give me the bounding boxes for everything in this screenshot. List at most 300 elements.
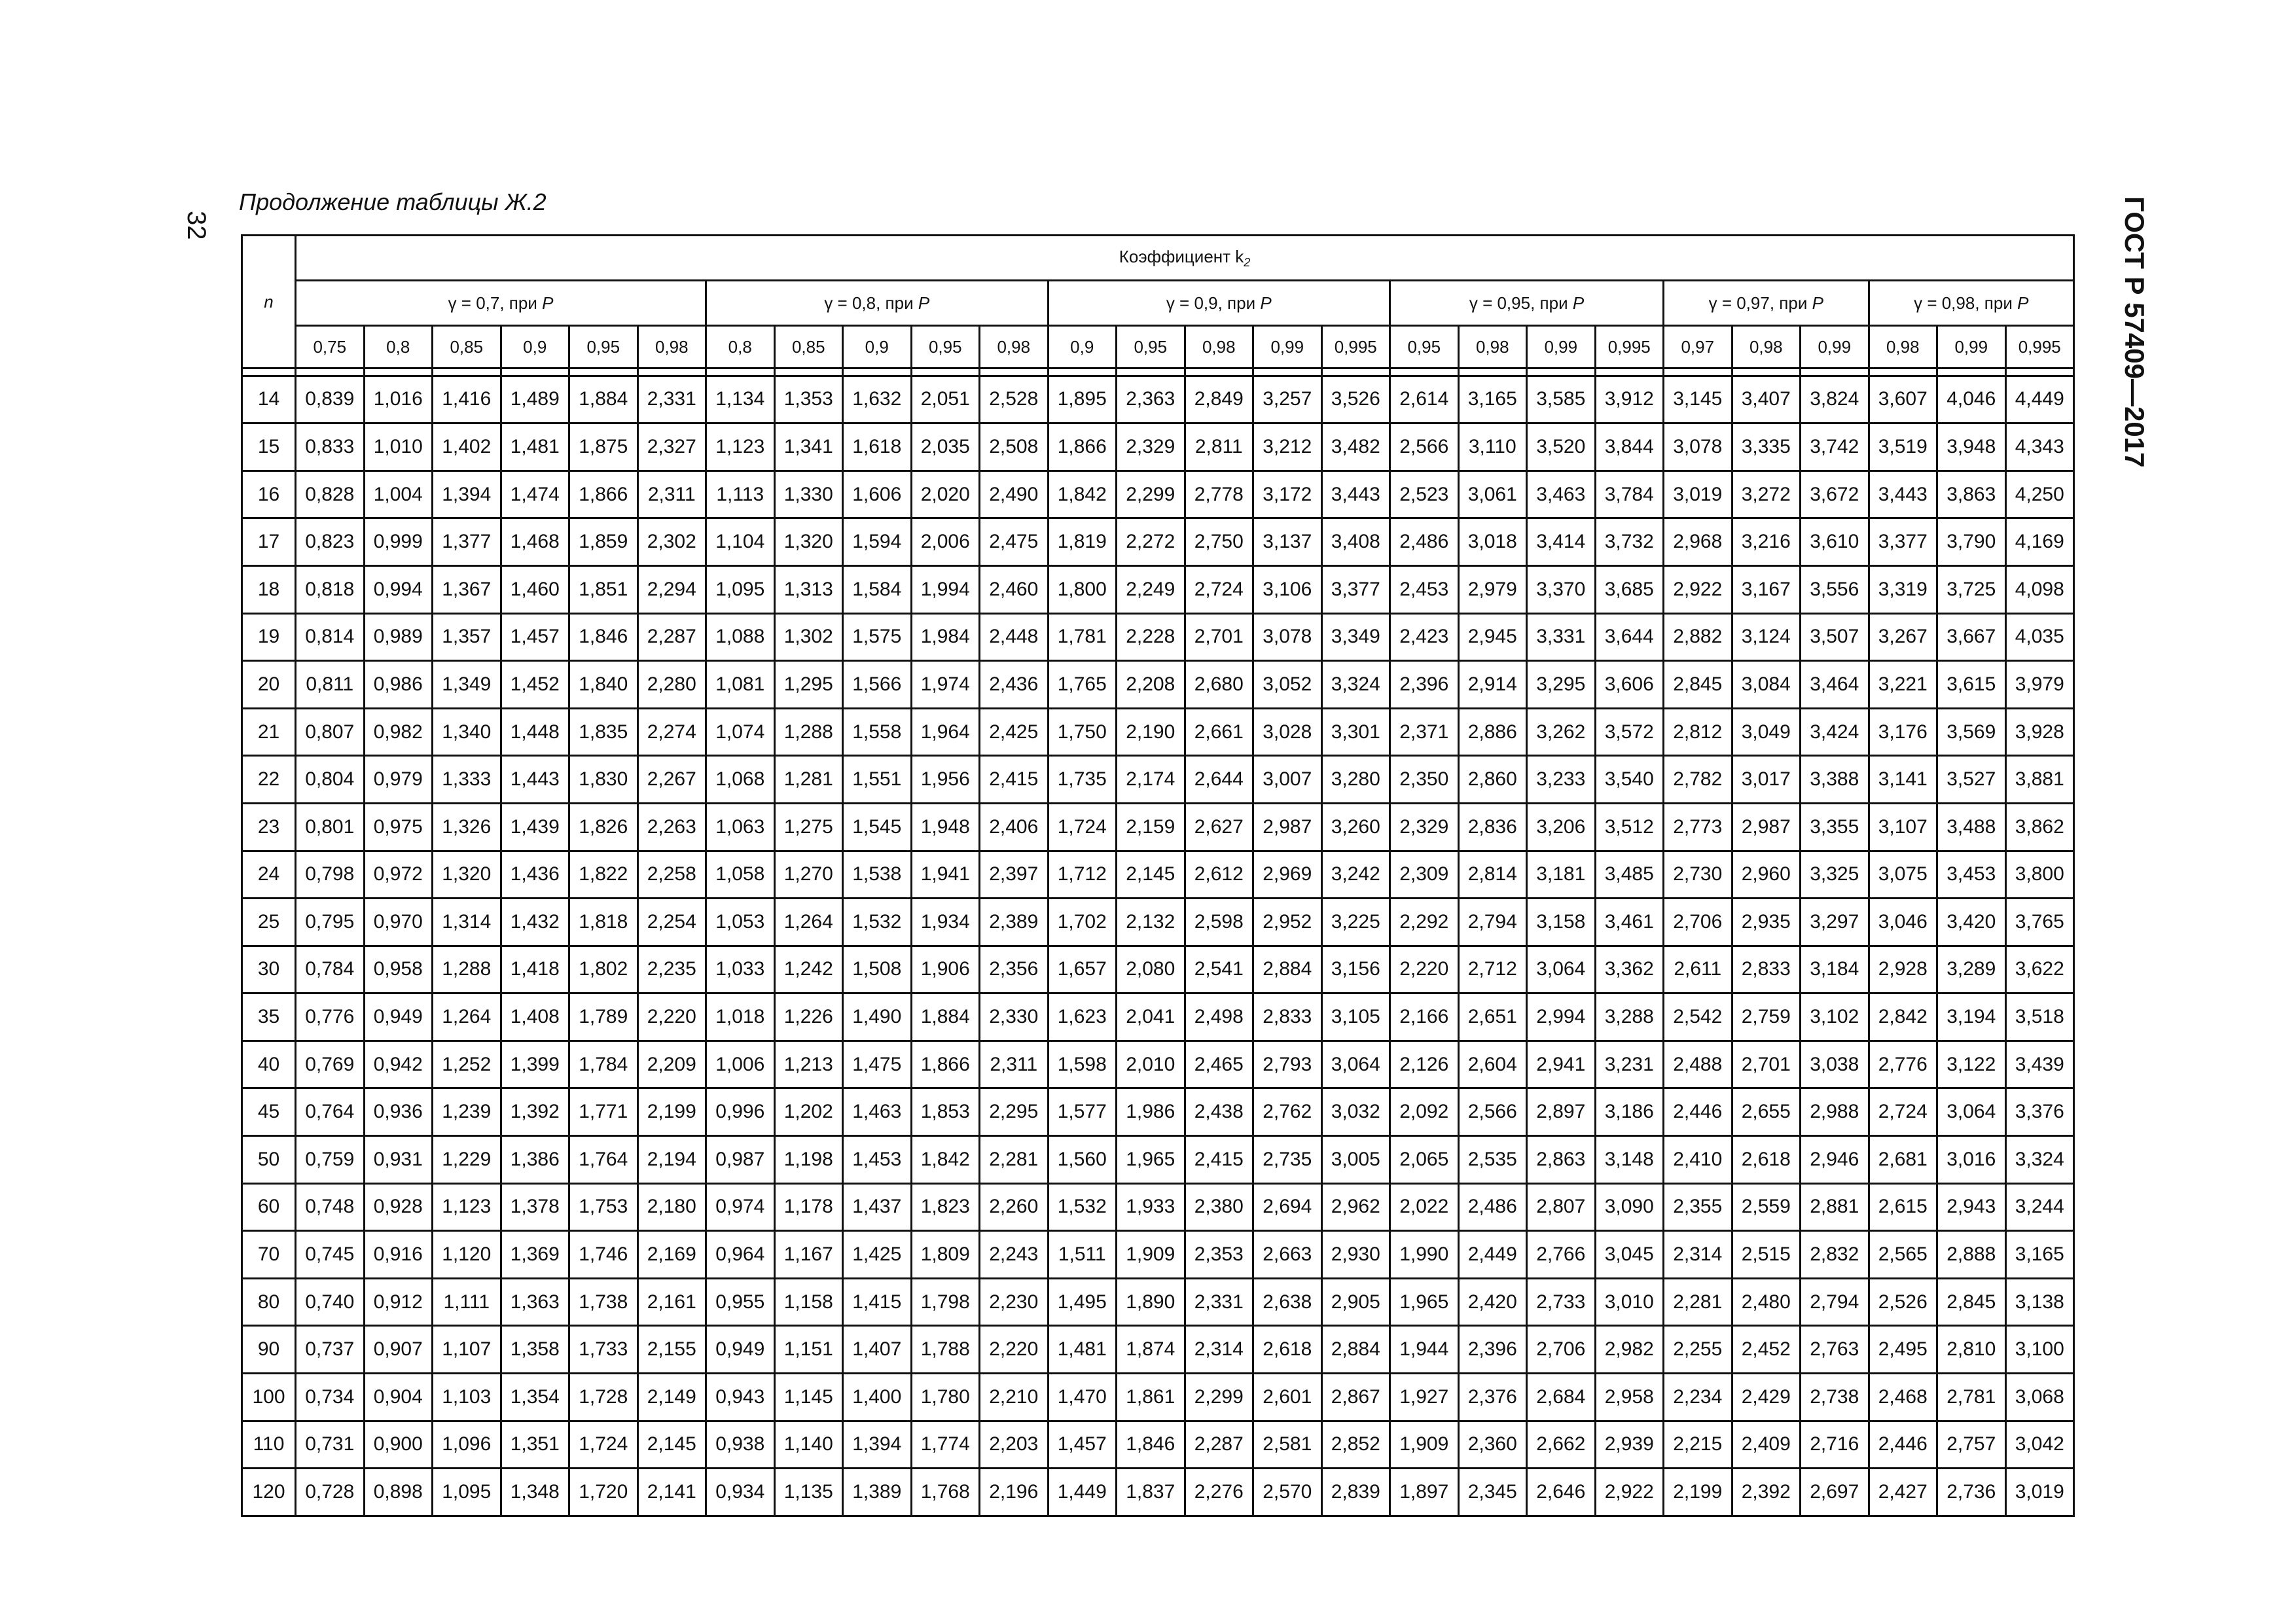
table-caption: Продолжение таблицы Ж.2 [239, 188, 547, 215]
coefficient-cell: 1,532 [843, 899, 912, 946]
coefficient-cell: 1,577 [1048, 1088, 1117, 1136]
coefficient-cell: 3,527 [1937, 756, 2006, 804]
coefficient-cell: 2,199 [637, 1088, 706, 1136]
coefficient-cell: 3,078 [1664, 423, 1732, 471]
coefficient-cell: 1,606 [843, 471, 912, 518]
coefficient-cell: 2,535 [1458, 1136, 1527, 1184]
coefficient-subscript: 2 [1244, 255, 1251, 269]
coefficient-cell: 3,231 [1595, 1041, 1664, 1088]
probability-symbol: P [542, 293, 554, 313]
probability-header: 0,99 [1527, 326, 1596, 368]
coefficient-cell: 1,320 [433, 851, 501, 899]
coefficient-cell: 3,064 [1937, 1088, 2006, 1136]
gamma-group-label: γ = 0,9, при [1166, 293, 1261, 313]
coefficient-cell: 3,512 [1595, 803, 1664, 851]
coefficient-cell: 2,272 [1117, 518, 1185, 566]
coefficient-cell: 1,842 [911, 1136, 980, 1184]
coefficient-cell: 1,407 [843, 1326, 912, 1374]
coefficient-cell: 2,314 [1185, 1326, 1253, 1374]
n-value-cell: 18 [242, 565, 296, 613]
coefficient-cell: 1,558 [843, 708, 912, 756]
coefficient-cell: 2,396 [1390, 661, 1459, 709]
coefficient-cell: 3,324 [2005, 1136, 2074, 1184]
gamma-group-header [1664, 281, 1869, 326]
coefficient-cell: 1,354 [501, 1374, 569, 1421]
coefficient-cell: 1,111 [433, 1278, 501, 1326]
coefficient-cell: 2,706 [1664, 899, 1732, 946]
coefficient-cell: 1,823 [911, 1183, 980, 1231]
coefficient-cell: 3,007 [1253, 756, 1322, 804]
coefficient-cell: 2,833 [1253, 993, 1322, 1041]
coefficient-cell: 1,859 [569, 518, 638, 566]
coefficient-cell: 1,314 [433, 899, 501, 946]
coefficient-cell: 0,776 [296, 993, 365, 1041]
coefficient-cell: 2,724 [1869, 1088, 1937, 1136]
coefficient-cell: 1,842 [1048, 471, 1117, 518]
coefficient-cell: 2,793 [1253, 1041, 1322, 1088]
coefficient-cell: 3,156 [1321, 946, 1390, 993]
coefficient-cell: 3,606 [1595, 661, 1664, 709]
coefficient-cell: 1,974 [911, 661, 980, 709]
probability-header: 0,98 [637, 326, 706, 368]
coefficient-cell: 3,107 [1869, 803, 1937, 851]
coefficient-cell: 3,349 [1321, 613, 1390, 661]
coefficient-cell: 3,090 [1595, 1183, 1664, 1231]
coefficient-cell: 3,075 [1869, 851, 1937, 899]
coefficient-cell: 2,299 [1185, 1374, 1253, 1421]
coefficient-cell: 2,566 [1390, 423, 1459, 471]
coefficient-cell: 2,490 [980, 471, 1049, 518]
coefficient-cell: 3,461 [1595, 899, 1664, 946]
gamma-group-header [296, 281, 706, 326]
coefficient-cell: 2,939 [1595, 1421, 1664, 1469]
coefficient-cell: 2,638 [1253, 1278, 1322, 1326]
coefficient-cell: 1,295 [774, 661, 843, 709]
n-value-cell: 20 [242, 661, 296, 709]
coefficient-cell: 0,996 [706, 1088, 775, 1136]
coefficient-cell: 3,288 [1595, 993, 1664, 1041]
coefficient-cell: 2,475 [980, 518, 1049, 566]
coefficient-cell: 2,132 [1117, 899, 1185, 946]
coefficient-cell: 1,351 [501, 1421, 569, 1469]
coefficient-cell: 1,598 [1048, 1041, 1117, 1088]
coefficient-cell: 0,804 [296, 756, 365, 804]
coefficient-cell: 1,861 [1117, 1374, 1185, 1421]
coefficient-cell: 2,958 [1595, 1374, 1664, 1421]
coefficient-cell: 0,987 [706, 1136, 775, 1184]
coefficient-cell: 3,122 [1937, 1041, 2006, 1088]
coefficient-cell: 2,427 [1869, 1469, 1937, 1516]
coefficient-cell: 1,281 [774, 756, 843, 804]
coefficient-cell: 2,258 [637, 851, 706, 899]
coefficient-cell: 1,764 [569, 1136, 638, 1184]
coefficient-cell: 0,982 [364, 708, 433, 756]
coefficient-cell: 4,046 [1937, 376, 2006, 423]
coefficient-cell: 4,098 [2005, 565, 2074, 613]
coefficient-cell: 1,386 [501, 1136, 569, 1184]
coefficient-cell: 1,657 [1048, 946, 1117, 993]
coefficient-cell: 0,912 [364, 1278, 433, 1326]
coefficient-cell: 2,274 [637, 708, 706, 756]
coefficient-cell: 2,776 [1869, 1041, 1937, 1088]
coefficient-cell: 3,102 [1801, 993, 1869, 1041]
coefficient-cell: 3,325 [1801, 851, 1869, 899]
coefficient-cell: 1,826 [569, 803, 638, 851]
coefficient-cell: 3,463 [1527, 471, 1596, 518]
coefficient-cell: 1,095 [433, 1469, 501, 1516]
table-row [242, 756, 2074, 804]
coefficient-cell: 1,202 [774, 1088, 843, 1136]
coefficient-cell: 0,839 [296, 376, 365, 423]
coefficient-cell: 3,280 [1321, 756, 1390, 804]
coefficient-cell: 2,663 [1253, 1231, 1322, 1279]
coefficient-cell: 2,263 [637, 803, 706, 851]
coefficient-cell: 2,541 [1185, 946, 1253, 993]
coefficient-cell: 2,766 [1527, 1231, 1596, 1279]
coefficient-cell: 3,540 [1595, 756, 1664, 804]
coefficient-cell: 2,515 [1732, 1231, 1801, 1279]
coefficient-cell: 3,742 [1801, 423, 1869, 471]
coefficient-cell: 1,333 [433, 756, 501, 804]
coefficient-cell: 2,886 [1458, 708, 1527, 756]
n-value-cell: 24 [242, 851, 296, 899]
coefficient-cell: 3,158 [1527, 899, 1596, 946]
coefficient-cell: 2,570 [1253, 1469, 1322, 1516]
coefficient-cell: 2,842 [1869, 993, 1937, 1041]
coefficient-cell: 2,781 [1937, 1374, 2006, 1421]
coefficient-cell: 2,763 [1801, 1326, 1869, 1374]
coefficient-cell: 1,474 [501, 471, 569, 518]
table-row [242, 803, 2074, 851]
coefficient-cell: 2,302 [637, 518, 706, 566]
probability-header: 0,8 [364, 326, 433, 368]
coefficient-cell: 2,882 [1664, 613, 1732, 661]
coefficient-cell: 3,569 [1937, 708, 2006, 756]
coefficient-cell: 2,208 [1117, 661, 1185, 709]
coefficient-cell: 3,084 [1732, 661, 1801, 709]
gap-cell [296, 368, 365, 376]
coefficient-cell: 1,302 [774, 613, 843, 661]
table-row [242, 1183, 2074, 1231]
coefficient-cell: 2,810 [1937, 1326, 2006, 1374]
coefficient-cell: 2,969 [1253, 851, 1322, 899]
coefficient-cell: 2,169 [637, 1231, 706, 1279]
coefficient-cell: 0,994 [364, 565, 433, 613]
coefficient-cell: 2,174 [1117, 756, 1185, 804]
coefficient-cell: 1,712 [1048, 851, 1117, 899]
gamma-group-header [1869, 281, 2074, 326]
coefficient-cell: 3,948 [1937, 423, 2006, 471]
gamma-group-label: γ = 0,8, при [824, 293, 918, 313]
coefficient-cell: 2,396 [1458, 1326, 1527, 1374]
n-value-cell: 80 [242, 1278, 296, 1326]
coefficient-cell: 1,123 [706, 423, 775, 471]
coefficient-cell: 2,350 [1390, 756, 1459, 804]
coefficient-table [241, 234, 2075, 1517]
table-row [242, 565, 2074, 613]
coefficient-cell: 2,145 [637, 1421, 706, 1469]
coefficient-cell: 1,460 [501, 565, 569, 613]
coefficient-cell: 2,750 [1185, 518, 1253, 566]
coefficient-cell: 3,038 [1801, 1041, 1869, 1088]
coefficient-cell: 1,735 [1048, 756, 1117, 804]
probability-symbol: P [918, 293, 930, 313]
coefficient-cell: 0,759 [296, 1136, 365, 1184]
coefficient-cell: 2,220 [637, 993, 706, 1041]
coefficient-cell: 2,943 [1937, 1183, 2006, 1231]
coefficient-cell: 3,260 [1321, 803, 1390, 851]
gap-cell [1732, 368, 1801, 376]
coefficient-cell: 2,867 [1321, 1374, 1390, 1421]
coefficient-cell: 1,738 [569, 1278, 638, 1326]
coefficient-cell: 0,928 [364, 1183, 433, 1231]
coefficient-cell: 1,545 [843, 803, 912, 851]
coefficient-cell: 2,922 [1664, 565, 1732, 613]
coefficient-cell: 2,329 [1390, 803, 1459, 851]
probability-header: 0,85 [433, 326, 501, 368]
coefficient-cell: 2,190 [1117, 708, 1185, 756]
coefficient-cell: 2,960 [1732, 851, 1801, 899]
coefficient-cell: 0,936 [364, 1088, 433, 1136]
coefficient-cell: 2,035 [911, 423, 980, 471]
gamma-group-label: γ = 0,7, при [448, 293, 543, 313]
n-value-cell: 50 [242, 1136, 296, 1184]
coefficient-cell: 3,045 [1595, 1231, 1664, 1279]
coefficient-cell: 3,464 [1801, 661, 1869, 709]
coefficient-cell: 1,728 [569, 1374, 638, 1421]
coefficient-cell: 1,798 [911, 1278, 980, 1326]
gap-cell [1595, 368, 1664, 376]
table-row [242, 1088, 2074, 1136]
probability-header: 0,995 [1321, 326, 1390, 368]
coefficient-cell: 2,438 [1185, 1088, 1253, 1136]
coefficient-cell: 2,065 [1390, 1136, 1459, 1184]
coefficient-cell: 2,194 [637, 1136, 706, 1184]
table-row [242, 518, 2074, 566]
coefficient-cell: 0,814 [296, 613, 365, 661]
coefficient-cell: 2,884 [1321, 1326, 1390, 1374]
coefficient-cell: 2,287 [637, 613, 706, 661]
coefficient-cell: 1,733 [569, 1326, 638, 1374]
coefficient-cell: 2,565 [1869, 1231, 1937, 1279]
coefficient-cell: 3,862 [2005, 803, 2074, 851]
coefficient-cell: 0,734 [296, 1374, 365, 1421]
table-body [242, 368, 2074, 1516]
coefficient-cell: 3,272 [1732, 471, 1801, 518]
coefficient-cell: 1,575 [843, 613, 912, 661]
coefficient-cell: 3,061 [1458, 471, 1527, 518]
coefficient-cell: 3,388 [1801, 756, 1869, 804]
coefficient-cell: 2,863 [1527, 1136, 1596, 1184]
coefficient-cell: 1,107 [433, 1326, 501, 1374]
coefficient-cell: 1,618 [843, 423, 912, 471]
coefficient-cell: 2,203 [980, 1421, 1049, 1469]
coefficient-cell: 3,355 [1801, 803, 1869, 851]
coefficient-cell: 2,905 [1321, 1278, 1390, 1326]
coefficient-cell: 1,320 [774, 518, 843, 566]
coefficient-cell: 1,369 [501, 1231, 569, 1279]
table-row [242, 1041, 2074, 1088]
coefficient-cell: 1,560 [1048, 1136, 1117, 1184]
coefficient-cell: 1,239 [433, 1088, 501, 1136]
coefficient-cell: 2,051 [911, 376, 980, 423]
coefficient-cell: 4,169 [2005, 518, 2074, 566]
coefficient-cell: 1,377 [433, 518, 501, 566]
coefficient-cell: 2,080 [1117, 946, 1185, 993]
coefficient-cell: 1,264 [774, 899, 843, 946]
n-value-cell: 40 [242, 1041, 296, 1088]
coefficient-cell: 3,519 [1869, 423, 1937, 471]
coefficient-cell: 2,694 [1253, 1183, 1322, 1231]
coefficient-cell: 3,331 [1527, 613, 1596, 661]
probability-header: 0,99 [1801, 326, 1869, 368]
coefficient-cell: 0,748 [296, 1183, 365, 1231]
coefficient-cell: 1,443 [501, 756, 569, 804]
coefficient-cell: 1,358 [501, 1326, 569, 1374]
coefficient-cell: 2,230 [980, 1278, 1049, 1326]
n-value-cell: 14 [242, 376, 296, 423]
coefficient-cell: 2,730 [1664, 851, 1732, 899]
coefficient-cell: 1,830 [569, 756, 638, 804]
coefficient-cell: 2,410 [1664, 1136, 1732, 1184]
coefficient-cell: 3,488 [1937, 803, 2006, 851]
coefficient-cell: 1,511 [1048, 1231, 1117, 1279]
coefficient-cell: 2,498 [1185, 993, 1253, 1041]
coefficient-cell: 2,267 [637, 756, 706, 804]
coefficient-cell: 3,181 [1527, 851, 1596, 899]
coefficient-cell: 3,520 [1527, 423, 1596, 471]
coefficient-cell: 2,406 [980, 803, 1049, 851]
coefficient-cell: 4,343 [2005, 423, 2074, 471]
coefficient-cell: 0,795 [296, 899, 365, 946]
coefficient-cell: 2,020 [911, 471, 980, 518]
coefficient-cell: 2,773 [1664, 803, 1732, 851]
coefficient-cell: 1,481 [501, 423, 569, 471]
coefficient-cell: 1,490 [843, 993, 912, 1041]
coefficient-cell: 1,088 [706, 613, 775, 661]
coefficient-cell: 1,866 [911, 1041, 980, 1088]
coefficient-cell: 2,360 [1458, 1421, 1527, 1469]
coefficient-cell: 1,389 [843, 1469, 912, 1516]
coefficient-cell: 3,049 [1732, 708, 1801, 756]
coefficient-cell: 2,757 [1937, 1421, 2006, 1469]
coefficient-cell: 2,941 [1527, 1041, 1596, 1088]
gamma-group-label: γ = 0,98, при [1914, 293, 2018, 313]
table-row [242, 1326, 2074, 1374]
coefficient-cell: 3,141 [1869, 756, 1937, 804]
coefficient-cell: 4,449 [2005, 376, 2074, 423]
table-row [242, 946, 2074, 993]
gamma-group-label: γ = 0,95, при [1469, 293, 1573, 313]
coefficient-cell: 2,453 [1390, 565, 1459, 613]
coefficient-cell: 2,833 [1732, 946, 1801, 993]
coefficient-cell: 2,928 [1869, 946, 1937, 993]
gamma-group-row [242, 281, 2074, 326]
coefficient-cell: 1,167 [774, 1231, 843, 1279]
coefficient-cell: 1,965 [1390, 1278, 1459, 1326]
coefficient-cell: 1,933 [1117, 1183, 1185, 1231]
coefficient-cell: 1,400 [843, 1374, 912, 1421]
page-number: 32 [182, 211, 211, 240]
coefficient-cell: 0,798 [296, 851, 365, 899]
coefficient-cell: 2,486 [1458, 1183, 1527, 1231]
coefficient-cell: 1,145 [774, 1374, 843, 1421]
coefficient-cell: 1,941 [911, 851, 980, 899]
coefficient-cell: 2,006 [911, 518, 980, 566]
coefficient-cell: 1,702 [1048, 899, 1117, 946]
coefficient-cell: 0,949 [706, 1326, 775, 1374]
gap-cell [1869, 368, 1937, 376]
coefficient-cell: 2,706 [1527, 1326, 1596, 1374]
coefficient-cell: 2,807 [1527, 1183, 1596, 1231]
probability-header: 0,995 [2005, 326, 2074, 368]
n-value-cell: 21 [242, 708, 296, 756]
coefficient-cell: 1,341 [774, 423, 843, 471]
probability-header: 0,8 [706, 326, 775, 368]
coefficient-cell: 0,942 [364, 1041, 433, 1088]
coefficient-cell: 2,738 [1801, 1374, 1869, 1421]
table-row [242, 471, 2074, 518]
coefficient-cell: 3,137 [1253, 518, 1322, 566]
coefficient-cell: 2,618 [1253, 1326, 1322, 1374]
coefficient-cell: 1,452 [501, 661, 569, 709]
coefficient-cell: 2,782 [1664, 756, 1732, 804]
probability-row [242, 326, 2074, 368]
coefficient-cell: 1,330 [774, 471, 843, 518]
coefficient-cell: 1,753 [569, 1183, 638, 1231]
probability-header: 0,98 [1185, 326, 1253, 368]
coefficient-cell: 3,017 [1732, 756, 1801, 804]
gap-cell [1321, 368, 1390, 376]
coefficient-cell: 1,394 [843, 1421, 912, 1469]
coefficient-cell: 2,968 [1664, 518, 1732, 566]
coefficient-cell: 2,415 [1185, 1136, 1253, 1184]
coefficient-cell: 1,213 [774, 1041, 843, 1088]
coefficient-cell: 1,103 [433, 1374, 501, 1421]
coefficient-cell: 2,794 [1458, 899, 1527, 946]
coefficient-cell: 3,790 [1937, 518, 2006, 566]
coefficient-cell: 2,845 [1664, 661, 1732, 709]
coefficient-cell: 0,975 [364, 803, 433, 851]
coefficient-cell: 0,731 [296, 1421, 365, 1469]
coefficient-cell: 1,016 [364, 376, 433, 423]
coefficient-cell: 2,528 [980, 376, 1049, 423]
coefficient-cell: 1,909 [1117, 1231, 1185, 1279]
coefficient-cell: 2,523 [1390, 471, 1459, 518]
coefficient-cell: 2,420 [1458, 1278, 1527, 1326]
coefficient-cell: 1,288 [433, 946, 501, 993]
table-row [242, 1136, 2074, 1184]
coefficient-cell: 0,737 [296, 1326, 365, 1374]
coefficient-cell: 3,028 [1253, 708, 1322, 756]
coefficient-cell: 1,226 [774, 993, 843, 1041]
table-row [242, 1421, 2074, 1469]
coefficient-cell: 2,234 [1664, 1374, 1732, 1421]
coefficient-cell: 2,812 [1664, 708, 1732, 756]
table-row [242, 1231, 2074, 1279]
n-value-cell: 23 [242, 803, 296, 851]
coefficient-cell: 2,935 [1732, 899, 1801, 946]
coefficient-cell: 1,724 [1048, 803, 1117, 851]
coefficient-cell: 1,835 [569, 708, 638, 756]
table-row [242, 708, 2074, 756]
coefficient-cell: 1,818 [569, 899, 638, 946]
coefficient-cell: 2,314 [1664, 1231, 1732, 1279]
gap-cell [1048, 368, 1117, 376]
coefficient-cell: 3,610 [1801, 518, 1869, 566]
coefficient-cell: 1,837 [1117, 1469, 1185, 1516]
coefficient-cell: 0,801 [296, 803, 365, 851]
